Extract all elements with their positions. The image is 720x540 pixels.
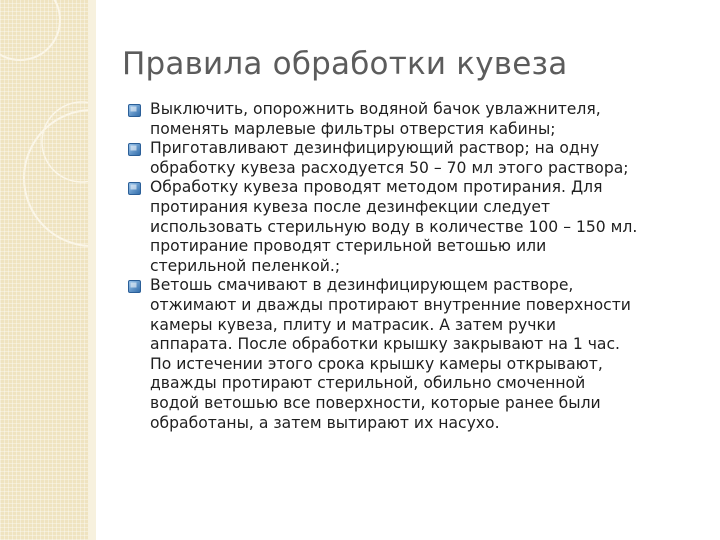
slide-title: Правила обработки кувеза bbox=[122, 46, 568, 82]
item-line: Обработку кувеза проводят методом протирания. Для bbox=[150, 178, 603, 197]
item-line: Выключить, опорожнить водяной бачок увлажнителя, bbox=[150, 100, 601, 118]
decorative-circles bbox=[0, 0, 88, 540]
item-line: протирание проводят стерильной ветошью или bbox=[150, 237, 547, 256]
bullet-list bbox=[128, 100, 712, 433]
item-line: дважды протирают стерильной, обильно смоченной bbox=[150, 374, 586, 393]
item-line: водой ветошью все поверхности, которые ранее были bbox=[150, 393, 601, 412]
item-line: протирания кувеза после дезинфекции следует bbox=[150, 197, 551, 216]
item-line: отжимают и дважды протирают внутренние поверхности bbox=[150, 295, 631, 314]
list-item bbox=[128, 139, 712, 178]
item-line: Приготавливают дезинфицирующий раствор; на одну bbox=[150, 139, 600, 158]
list-item bbox=[128, 100, 712, 139]
item-line: камеры кувеза, плиту и матрасик. А затем ручки bbox=[150, 315, 557, 334]
list-item bbox=[128, 178, 712, 276]
item-line: использовать стерильную воду в количестве 100 – 150 мл. bbox=[150, 217, 638, 236]
checkbox-square-icon bbox=[128, 182, 141, 195]
item-line: поменять марлевые фильтры отверстия кабины; bbox=[150, 119, 556, 138]
checkbox-square-icon bbox=[128, 104, 141, 117]
item-line: Ветошь смачивают в дезинфицирующем растворе, bbox=[150, 276, 574, 295]
decorative-side-band bbox=[0, 0, 88, 540]
item-line: обработку кувеза расходуется 50 – 70 мл этого раствора; bbox=[150, 158, 629, 177]
side-band-edge bbox=[88, 0, 96, 540]
item-line: аппарата. После обработки крышку закрывают на 1 час. bbox=[150, 335, 621, 354]
item-line: обработаны, а затем вытирают их насухо. bbox=[150, 413, 500, 432]
list-item bbox=[128, 276, 712, 433]
checkbox-square-icon bbox=[128, 143, 141, 156]
item-line: стерильной пеленкой.; bbox=[150, 256, 341, 275]
item-line: По истечении этого срока крышку камеры открывают, bbox=[150, 354, 603, 373]
checkbox-square-icon bbox=[128, 280, 141, 293]
